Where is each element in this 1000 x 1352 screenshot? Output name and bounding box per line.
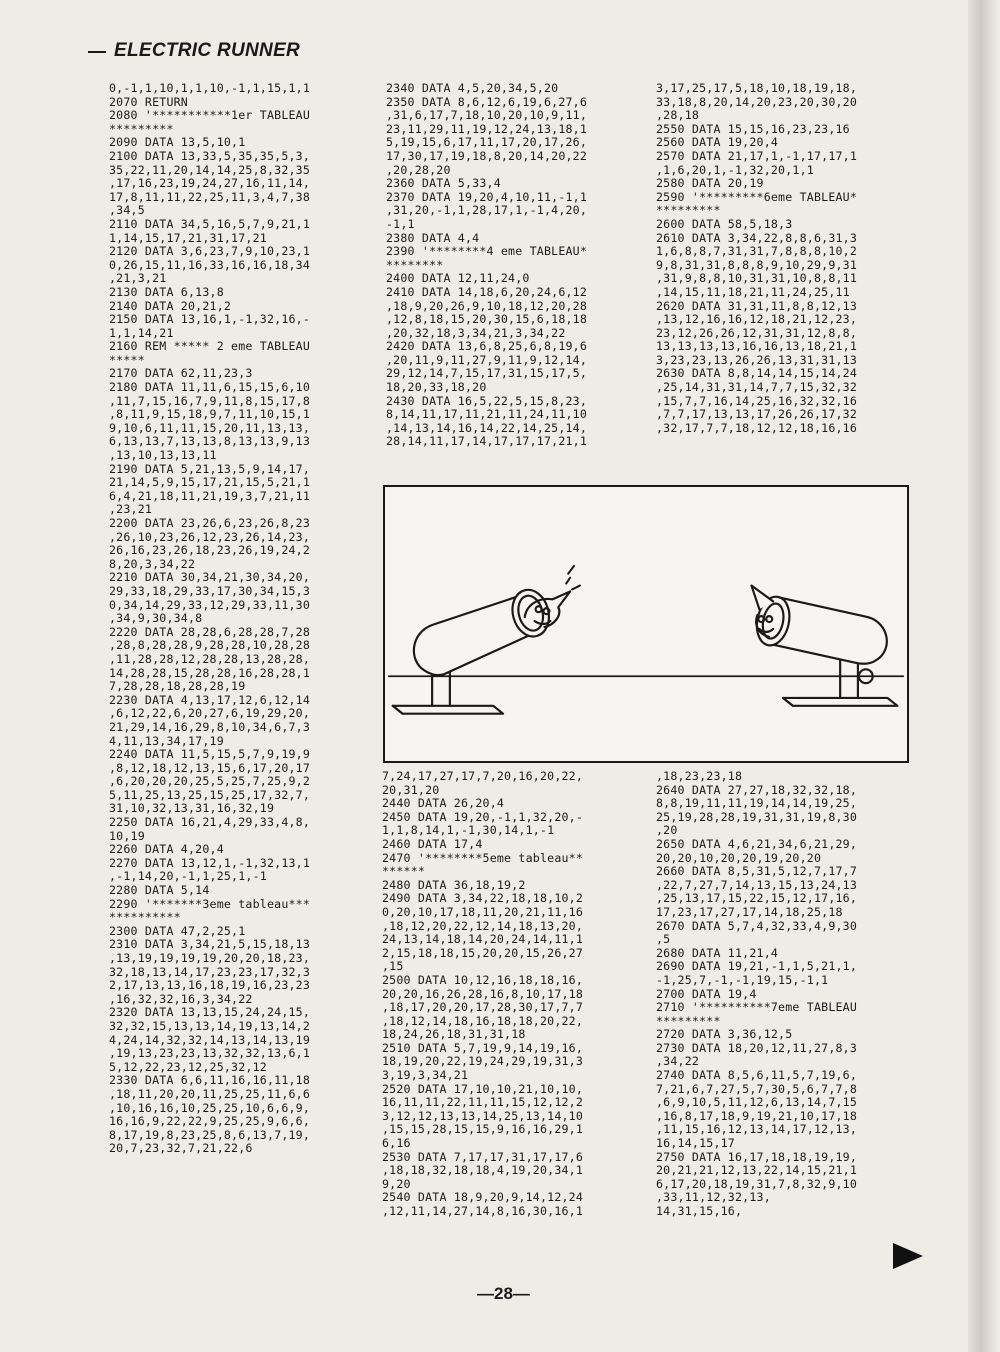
listing-line: 2340 DATA 4,5,20,34,5,20: [386, 81, 559, 95]
listing-line: 28,14,11,17,14,17,17,17,21,1: [386, 434, 588, 449]
listing-line: 18,20,33,18,20: [386, 380, 487, 395]
listing-line: ,11,7,15,16,7,9,11,8,15,17,8: [109, 393, 311, 408]
listing-column-2-continued: [382, 770, 583, 1219]
listing-column-3: [656, 82, 857, 435]
listing-line: 2070 RETURN: [109, 94, 188, 109]
listing-line: ,8,11,9,15,18,9,7,11,10,15,1: [109, 407, 311, 422]
listing-line: 1,14,15,17,21,31,17,21: [109, 230, 267, 245]
listing-line: ,34,22: [656, 1054, 700, 1069]
listing-line: 14,28,28,15,28,28,16,28,28,1: [109, 665, 311, 680]
listing-line: 2590 '*********6eme TABLEAU*: [656, 189, 858, 204]
listing-line: ,16,32,32,16,3,34,22: [109, 991, 253, 1006]
listing-column-1: [109, 82, 310, 1156]
listing-line: ,34,9,30,34,8: [109, 611, 203, 626]
listing-line: 10,19: [109, 828, 145, 843]
listing-line: ,13,10,13,13,11: [109, 448, 217, 463]
listing-line: ,6,20,20,20,25,5,25,7,25,9,2: [109, 774, 311, 789]
listing-line: 13,13,13,13,16,16,13,18,21,1: [656, 339, 858, 354]
listing-line: ,10,16,16,10,25,25,10,6,6,9,: [109, 1100, 311, 1115]
listing-line: 2390 '********4 eme TABLEAU*: [386, 244, 588, 259]
listing-line: ,14,13,14,16,14,22,14,25,14,: [386, 420, 588, 435]
listing-line: 2640 DATA 27,27,18,32,32,18,: [656, 782, 858, 797]
listing-line: 5,19,15,6,17,11,17,20,17,26,: [386, 135, 588, 150]
listing-line: ,18,18,32,18,18,4,19,20,34,1: [382, 1163, 584, 1178]
listing-line: ,31,20,-1,1,28,17,1,-1,4,20,: [386, 203, 588, 218]
listing-line: 32,32,15,13,13,14,19,13,14,2: [109, 1018, 311, 1033]
listing-line: ********: [386, 257, 444, 272]
listing-line: ,7,7,17,13,13,17,26,26,17,32: [656, 407, 858, 422]
listing-line: ,28,18: [656, 108, 700, 123]
listing-line: ,20,32,18,3,34,21,3,34,22: [386, 325, 566, 340]
listing-line: *********: [109, 121, 174, 136]
listing-column-2: [386, 82, 587, 449]
listing-line: 2490 DATA 3,34,22,18,18,10,2: [382, 891, 584, 906]
listing-line: ,23,21: [109, 502, 153, 517]
listing-line: 2620 DATA 31,31,11,8,8,12,13: [656, 298, 858, 313]
listing-line: 2410 DATA 14,18,6,20,24,6,12: [386, 284, 588, 299]
listing-line: ,32,17,7,7,18,12,12,18,16,16: [656, 420, 858, 435]
listing-line: 2750 DATA 16,17,18,18,19,19,: [656, 1149, 858, 1164]
listing-line: ,33,11,12,32,13,: [656, 1190, 771, 1205]
listing-line: 18,19,20,22,19,24,29,19,31,3: [382, 1054, 584, 1069]
listing-line: 2460 DATA 17,4: [382, 836, 483, 851]
listing-line: 7,21,6,7,27,5,7,30,5,6,7,7,8: [656, 1081, 858, 1096]
listing-line: ,25,14,31,31,14,7,7,15,32,32: [656, 380, 858, 395]
listing-line: 3,17,25,17,5,18,10,18,19,18,: [656, 81, 858, 95]
listing-line: 9,20: [382, 1176, 411, 1191]
listing-line: ,26,10,23,26,12,23,26,14,23,: [109, 529, 311, 544]
listing-line: 20,31,20: [382, 782, 440, 797]
listing-line: 17,23,17,27,17,14,18,25,18: [656, 904, 843, 919]
listing-line: ,31,6,17,7,18,10,20,10,9,11,: [386, 108, 588, 123]
listing-line: 8,14,11,17,11,21,11,24,11,10: [386, 407, 588, 422]
listing-line: 2260 DATA 4,20,4: [109, 842, 224, 857]
listing-line: 14,31,15,16,: [656, 1204, 743, 1218]
listing-line: 25,19,28,28,19,31,31,19,8,30: [656, 809, 858, 824]
listing-line: ,-1,14,20,-1,1,25,1,-1: [109, 869, 267, 884]
listing-line: 23,11,29,11,19,12,24,13,18,1: [386, 121, 588, 136]
listing-line: **********: [109, 910, 181, 925]
listing-line: 35,22,11,20,14,14,25,8,32,35: [109, 162, 311, 177]
listing-line: ,18,17,20,20,17,28,30,17,7,7: [382, 1000, 584, 1015]
listing-line: -1,1: [386, 216, 415, 231]
listing-line: 2570 DATA 21,17,1,-1,17,17,1: [656, 148, 858, 163]
listing-line: 20,20,16,26,28,16,8,10,17,18: [382, 986, 584, 1001]
listing-line: 9,8,31,31,8,8,8,9,10,29,9,31: [656, 257, 858, 272]
listing-line: 2440 DATA 26,20,4: [382, 796, 505, 811]
listing-line: 6,4,21,18,11,21,19,3,7,21,11: [109, 488, 311, 503]
listing-line: 2730 DATA 18,20,12,11,27,8,3: [656, 1040, 858, 1055]
listing-line: 2330 DATA 6,6,11,16,16,11,18: [109, 1073, 311, 1088]
listing-line: ,5: [656, 932, 671, 947]
listing-line: 1,1,14,21: [109, 325, 174, 340]
listing-line: 0,20,10,17,18,11,20,21,11,16: [382, 904, 584, 919]
listing-line: 23,12,26,26,12,31,31,12,8,8,: [656, 325, 858, 340]
listing-line: 2630 DATA 8,8,14,14,15,14,24: [656, 366, 858, 381]
listing-line: *********: [656, 203, 721, 218]
listing-line: ,18,23,23,18: [656, 769, 743, 783]
listing-line: ,20,11,9,11,27,9,11,9,12,14,: [386, 352, 588, 367]
listing-line: 2090 DATA 13,5,10,1: [109, 135, 246, 150]
listing-line: 2290 '*******3eme tableau***: [109, 896, 311, 911]
listing-line: 16,16,9,22,22,9,25,25,9,6,6,: [109, 1114, 311, 1129]
listing-line: 7,28,28,18,28,28,19: [109, 679, 246, 694]
listing-line: 2200 DATA 23,26,6,23,26,8,23: [109, 516, 311, 530]
listing-line: 2240 DATA 11,5,15,5,7,9,19,9: [109, 747, 311, 762]
listing-line: 2700 DATA 19,4: [656, 986, 757, 1001]
listing-line: 2740 DATA 8,5,6,11,5,7,19,6,: [656, 1068, 858, 1083]
listing-line: ,12,11,14,27,14,8,16,30,16,1: [382, 1204, 584, 1218]
listing-line: ,18,12,20,22,12,14,18,13,20,: [382, 918, 584, 933]
listing-line: 2230 DATA 4,13,17,12,6,12,14: [109, 692, 311, 707]
listing-line: 2580 DATA 20,19: [656, 176, 764, 191]
listing-line: 6,16: [382, 1136, 411, 1151]
listing-line: ,34,5: [109, 203, 145, 218]
listing-line: ,8,12,18,12,13,15,6,17,20,17: [109, 760, 311, 775]
listing-line: 2600 DATA 58,5,18,3: [656, 216, 793, 231]
listing-line: ,28,8,28,28,9,28,28,10,28,28: [109, 638, 311, 653]
listing-line: *****: [109, 352, 145, 367]
listing-line: 2380 DATA 4,4: [386, 230, 480, 245]
listing-line: 26,16,23,26,18,23,26,19,24,2: [109, 543, 311, 558]
listing-line: 2370 DATA 19,20,4,10,11,-1,1: [386, 189, 588, 204]
listing-line: 4,11,13,34,17,19: [109, 733, 224, 748]
listing-line: 2120 DATA 3,6,23,7,9,10,23,1: [109, 244, 311, 259]
listing-line: 2610 DATA 3,34,22,8,8,6,31,3: [656, 230, 858, 245]
listing-line: 1,6,8,8,7,31,31,7,8,8,8,10,2: [656, 244, 858, 259]
listing-line: ,31,9,8,8,10,31,31,10,8,8,11: [656, 271, 858, 286]
listing-line: 3,19,3,34,21: [382, 1068, 469, 1083]
cannon-cartoon: [383, 485, 909, 763]
listing-line: 7,24,17,27,17,7,20,16,20,22,: [382, 769, 584, 783]
listing-line: ,15: [382, 959, 404, 974]
listing-line: 0,-1,1,10,1,1,10,-1,1,15,1,1: [109, 81, 311, 95]
listing-line: 2150 DATA 13,16,1,-1,32,16,-: [109, 312, 311, 327]
listing-line: ,18,11,20,20,11,25,25,11,6,6: [109, 1086, 311, 1101]
listing-line: 2320 DATA 13,13,15,24,24,15,: [109, 1005, 311, 1020]
listing-line: ,19,13,23,23,13,32,32,13,6,1: [109, 1046, 311, 1061]
listing-line: 29,33,18,29,33,17,30,34,15,3: [109, 583, 311, 598]
listing-line: 31,10,32,13,31,16,32,19: [109, 801, 275, 816]
listing-line: 2430 DATA 16,5,22,5,15,8,23,: [386, 393, 588, 408]
cartoon-illustration: [385, 487, 907, 761]
listing-line: 32,18,13,14,17,23,23,17,32,3: [109, 964, 311, 979]
listing-line: 2680 DATA 11,21,4: [656, 945, 779, 960]
listing-line: ,6,12,22,6,20,27,6,19,29,20,: [109, 706, 311, 721]
listing-line: ,11,15,16,12,13,14,17,12,13,: [656, 1122, 858, 1137]
listing-line: 1,1,8,14,1,-1,30,14,1,-1: [382, 823, 555, 838]
listing-line: 2080 '***********1er TABLEAU: [109, 108, 311, 123]
listing-line: *********: [656, 1013, 721, 1028]
continue-arrow-icon: [893, 1243, 923, 1269]
listing-line: 2100 DATA 13,33,5,35,35,5,3,: [109, 148, 311, 163]
listing-line: 2400 DATA 12,11,24,0: [386, 271, 530, 286]
listing-line: 8,20,3,34,22: [109, 556, 196, 571]
listing-line: 2270 DATA 13,12,1,-1,32,13,1: [109, 855, 311, 870]
listing-line: 2,15,18,18,15,20,20,15,26,27: [382, 945, 584, 960]
listing-line: 2,17,13,13,16,18,19,16,23,23: [109, 978, 311, 993]
listing-line: 6,13,13,7,13,13,8,13,13,9,13: [109, 434, 311, 449]
listing-line: 24,13,14,18,14,20,24,14,11,1: [382, 932, 584, 947]
listing-line: ,18,12,14,18,16,18,18,20,22,: [382, 1013, 584, 1028]
listing-line: 2300 DATA 47,2,25,1: [109, 923, 246, 938]
listing-line: ******: [382, 864, 426, 879]
page-number: —28—: [477, 1284, 530, 1303]
listing-line: 21,29,14,16,29,8,10,34,6,7,3: [109, 719, 311, 734]
listing-line: ,25,13,17,15,22,15,12,17,16,: [656, 891, 858, 906]
listing-line: 2690 DATA 19,21,-1,1,5,21,1,: [656, 959, 858, 974]
listing-line: 18,24,26,18,31,31,18: [382, 1027, 526, 1042]
listing-line: 2220 DATA 28,28,6,28,28,7,28: [109, 624, 311, 639]
listing-line: ,16,8,17,18,9,19,21,10,17,18: [656, 1108, 858, 1123]
listing-line: 2210 DATA 30,34,21,30,34,20,: [109, 570, 311, 585]
listing-line: 8,17,19,8,23,25,8,6,13,7,19,: [109, 1127, 311, 1142]
listing-line: 9,10,6,11,11,15,20,11,13,13,: [109, 420, 311, 435]
listing-line: 2250 DATA 16,21,4,29,33,4,8,: [109, 815, 311, 830]
listing-line: 2710 '**********7eme TABLEAU: [656, 1000, 858, 1015]
listing-line: 2660 DATA 8,5,31,5,12,7,17,7: [656, 864, 858, 879]
listing-line: 2130 DATA 6,13,8: [109, 284, 224, 299]
listing-line: 2470 '********5eme tableau**: [382, 850, 584, 865]
listing-line: ,13,19,19,19,19,20,20,18,23,: [109, 951, 311, 965]
listing-line: 2510 DATA 5,7,19,9,14,19,16,: [382, 1040, 584, 1055]
listing-line: 2280 DATA 5,14: [109, 883, 210, 898]
listing-line: 2450 DATA 19,20,-1,1,32,20,-: [382, 809, 584, 824]
listing-line: 2140 DATA 20,21,2: [109, 298, 232, 313]
listing-line: 8,8,19,11,11,19,14,14,19,25,: [656, 796, 858, 811]
listing-line: 3,12,12,13,13,14,25,13,14,10: [382, 1108, 584, 1123]
listing-line: ,6,9,10,5,11,12,6,13,14,7,15: [656, 1095, 858, 1110]
listing-line: 2170 DATA 62,11,23,3: [109, 366, 253, 381]
listing-line: 16,14,15,17: [656, 1136, 735, 1151]
listing-line: 5,12,22,23,12,25,32,12: [109, 1059, 267, 1074]
listing-line: ,15,15,28,15,15,9,16,16,29,1: [382, 1122, 584, 1137]
listing-column-3-continued: [656, 770, 857, 1219]
listing-line: ,15,7,7,16,14,25,16,32,32,16: [656, 393, 858, 408]
listing-line: 3,23,23,13,26,26,13,31,31,13: [656, 352, 858, 367]
listing-line: 6,17,20,18,19,31,7,8,32,9,10: [656, 1176, 858, 1191]
listing-line: 2500 DATA 10,12,16,18,18,16,: [382, 972, 584, 987]
listing-line: 2110 DATA 34,5,16,5,7,9,21,1: [109, 216, 311, 231]
listing-line: 5,11,25,13,25,15,25,17,32,7,: [109, 787, 311, 802]
listing-line: 20,7,23,32,7,21,22,6: [109, 1141, 253, 1156]
listing-line: 2360 DATA 5,33,4: [386, 176, 501, 191]
listing-line: ,14,15,11,18,21,11,24,25,11: [656, 284, 850, 299]
listing-line: ,17,16,23,19,24,27,16,11,14,: [109, 176, 311, 191]
listing-line: ,12,8,18,15,20,30,15,6,18,18: [386, 312, 588, 327]
listing-line: 20,20,10,20,20,19,20,20: [656, 850, 822, 865]
listing-line: 2310 DATA 3,34,21,5,15,18,13: [109, 937, 311, 952]
listing-line: 2670 DATA 5,7,4,32,33,4,9,30: [656, 918, 858, 933]
listing-line: ,1,6,20,1,-1,32,20,1,1: [656, 162, 814, 177]
listing-line: 2720 DATA 3,36,12,5: [656, 1027, 793, 1042]
listing-line: 2540 DATA 18,9,20,9,14,12,24: [382, 1190, 584, 1205]
listing-line: 2530 DATA 7,17,17,31,17,17,6: [382, 1149, 584, 1164]
listing-line: 29,12,14,7,15,17,31,15,17,5,: [386, 366, 588, 381]
listing-line: 2550 DATA 15,15,16,23,23,16: [656, 121, 850, 136]
listing-line: 2180 DATA 11,11,6,15,15,6,10: [109, 380, 311, 395]
listing-line: ,21,3,21: [109, 271, 167, 286]
listing-line: 2560 DATA 19,20,4: [656, 135, 779, 150]
listing-line: 21,14,5,9,15,17,21,15,5,21,1: [109, 475, 311, 490]
listing-line: 33,18,8,20,14,20,23,20,30,20: [656, 94, 858, 109]
listing-line: 4,24,14,32,32,14,13,14,13,19: [109, 1032, 311, 1047]
listing-line: -1,25,7,-1,-1,19,15,-1,1: [656, 972, 829, 987]
listing-line: 2650 DATA 4,6,21,34,6,21,29,: [656, 836, 858, 851]
listing-line: ,20,28,20: [386, 162, 451, 177]
listing-line: ,18,9,20,26,9,10,18,12,20,28: [386, 298, 588, 313]
page-title: ELECTRIC RUNNER: [114, 40, 301, 61]
listing-line: 17,30,17,19,18,8,20,14,20,22: [386, 148, 588, 163]
listing-line: ,13,12,16,16,12,18,21,12,23,: [656, 312, 858, 327]
listing-line: 20,21,21,12,13,22,14,15,21,1: [656, 1163, 858, 1178]
listing-line: ,11,28,28,12,28,28,13,28,28,: [109, 651, 311, 666]
listing-line: 2520 DATA 17,10,10,21,10,10,: [382, 1081, 584, 1096]
listing-line: 2350 DATA 8,6,12,6,19,6,27,6: [386, 94, 588, 109]
listing-line: 0,26,15,11,16,33,16,16,18,34: [109, 257, 311, 272]
listing-line: 2480 DATA 36,18,19,2: [382, 877, 526, 892]
listing-line: 16,11,11,22,11,11,15,12,12,2: [382, 1095, 584, 1110]
listing-line: 0,34,14,29,33,12,29,33,11,30: [109, 597, 311, 612]
listing-line: 2190 DATA 5,21,13,5,9,14,17,: [109, 461, 311, 476]
listing-line: 2420 DATA 13,6,8,25,6,8,19,6: [386, 339, 588, 354]
page-edge-shadow: [968, 0, 1000, 1352]
listing-line: 2160 REM ***** 2 eme TABLEAU: [109, 339, 311, 354]
listing-line: ,22,7,27,7,14,13,15,13,24,13: [656, 877, 858, 892]
listing-line: ,20: [656, 823, 678, 838]
listing-line: 17,8,11,11,22,25,11,3,4,7,38: [109, 189, 311, 204]
